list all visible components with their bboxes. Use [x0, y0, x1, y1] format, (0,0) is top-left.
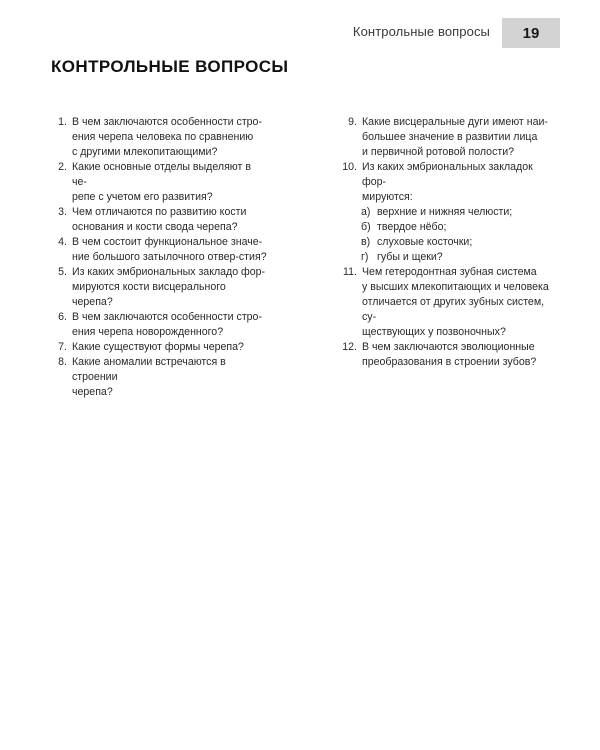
question-line: репе с учетом его развития?	[72, 191, 213, 203]
question-line: основания и кости свода черепа?	[72, 221, 238, 233]
question-line: черепа?	[72, 386, 113, 398]
subitem-letter: б)	[361, 221, 371, 233]
question-text	[72, 310, 268, 340]
page-number: 19	[502, 18, 560, 48]
question-1	[52, 115, 268, 160]
subitem-g	[341, 250, 557, 265]
question-text	[362, 340, 557, 370]
subitem-text: слуховые косточки;	[377, 236, 473, 248]
question-text	[72, 355, 268, 400]
question-5	[52, 265, 268, 310]
question-7	[52, 340, 268, 355]
question-6	[52, 310, 268, 340]
question-line: большее значение в развитии лица	[362, 131, 538, 143]
question-line: ществующих у позвоночных?	[362, 326, 506, 338]
question-line: Какие существуют формы черепа?	[72, 341, 244, 353]
subitem-v	[341, 235, 557, 250]
question-line: преобразования в строении зубов?	[362, 356, 537, 368]
question-text	[72, 235, 268, 265]
question-text	[72, 160, 268, 205]
question-number: 6.	[58, 311, 67, 323]
question-4	[52, 235, 268, 265]
subitem-b	[341, 220, 557, 235]
question-10	[341, 160, 557, 205]
question-line: В чем состоит функциональное значе-	[72, 236, 263, 248]
question-9	[341, 115, 557, 160]
question-number: 8.	[58, 356, 67, 368]
subitem-text: губы и щеки?	[377, 251, 443, 263]
question-line: Из каких эмбриональных закладо фор-	[72, 266, 266, 278]
subitem-letter: в)	[361, 236, 371, 248]
question-line: и первичной ротовой полости?	[362, 146, 515, 158]
question-line: Чем гетеродонтная зубная система	[362, 266, 537, 278]
question-line: Какие основные отделы выделяют в че-	[72, 161, 251, 188]
question-number: 10.	[342, 161, 357, 173]
question-line: ения черепа новорожденного?	[72, 326, 224, 338]
question-line: Чем отличаются по развитию кости	[72, 206, 247, 218]
question-text	[72, 340, 268, 355]
question-line: В чем заключаются особенности стро-	[72, 311, 262, 323]
question-number: 11.	[343, 266, 357, 278]
left-column	[52, 115, 268, 400]
page-title: КОНТРОЛЬНЫЕ ВОПРОСЫ	[51, 57, 289, 76]
subitem-letter: г)	[361, 251, 369, 263]
question-text	[72, 265, 268, 310]
subitem-text: верхние и нижняя челюсти;	[377, 206, 513, 218]
question-11	[341, 265, 557, 340]
subitem-letter: а)	[361, 206, 371, 218]
question-text	[72, 205, 268, 235]
subitem-a	[341, 205, 557, 220]
question-number: 3.	[58, 206, 67, 218]
question-line: ения черепа человека по сравнению	[72, 131, 254, 143]
question-text	[362, 115, 557, 160]
running-header	[0, 18, 600, 48]
question-2	[52, 160, 268, 205]
question-line: Какие аномалии встречаются в строении	[72, 356, 226, 383]
question-number: 2.	[58, 161, 67, 173]
question-number: 7.	[58, 341, 67, 353]
question-line: мируются кости висцерального черепа?	[72, 281, 226, 308]
question-line: В чем заключаются особенности стро-	[72, 116, 262, 128]
question-3	[52, 205, 268, 235]
question-line: у высших млекопитающих и человека	[362, 281, 549, 293]
question-line: мируются:	[362, 191, 413, 203]
question-line: Из каких эмбриональных закладок фор-	[362, 161, 533, 188]
question-line: отличается от других зубных систем, су-	[362, 296, 545, 323]
questions-columns	[52, 115, 557, 400]
question-line: В чем заключаются эволюционные	[362, 341, 535, 353]
question-number: 12.	[342, 341, 357, 353]
question-12	[341, 340, 557, 370]
question-line: Какие висцеральные дуги имеют наи-	[362, 116, 548, 128]
question-line: ние большого затылочного отвер-стия?	[72, 251, 267, 263]
question-text	[362, 160, 557, 205]
question-number: 4.	[58, 236, 67, 248]
question-number: 1.	[58, 116, 67, 128]
question-line: с другими млекопитающими?	[72, 146, 218, 158]
right-column	[341, 115, 557, 400]
question-number: 9.	[348, 116, 357, 128]
question-text	[362, 265, 557, 340]
question-text	[72, 115, 268, 160]
question-number: 5.	[58, 266, 67, 278]
running-title: Контрольные вопросы	[352, 24, 490, 39]
question-8	[52, 355, 268, 400]
subitem-text: твердое нёбо;	[377, 221, 447, 233]
